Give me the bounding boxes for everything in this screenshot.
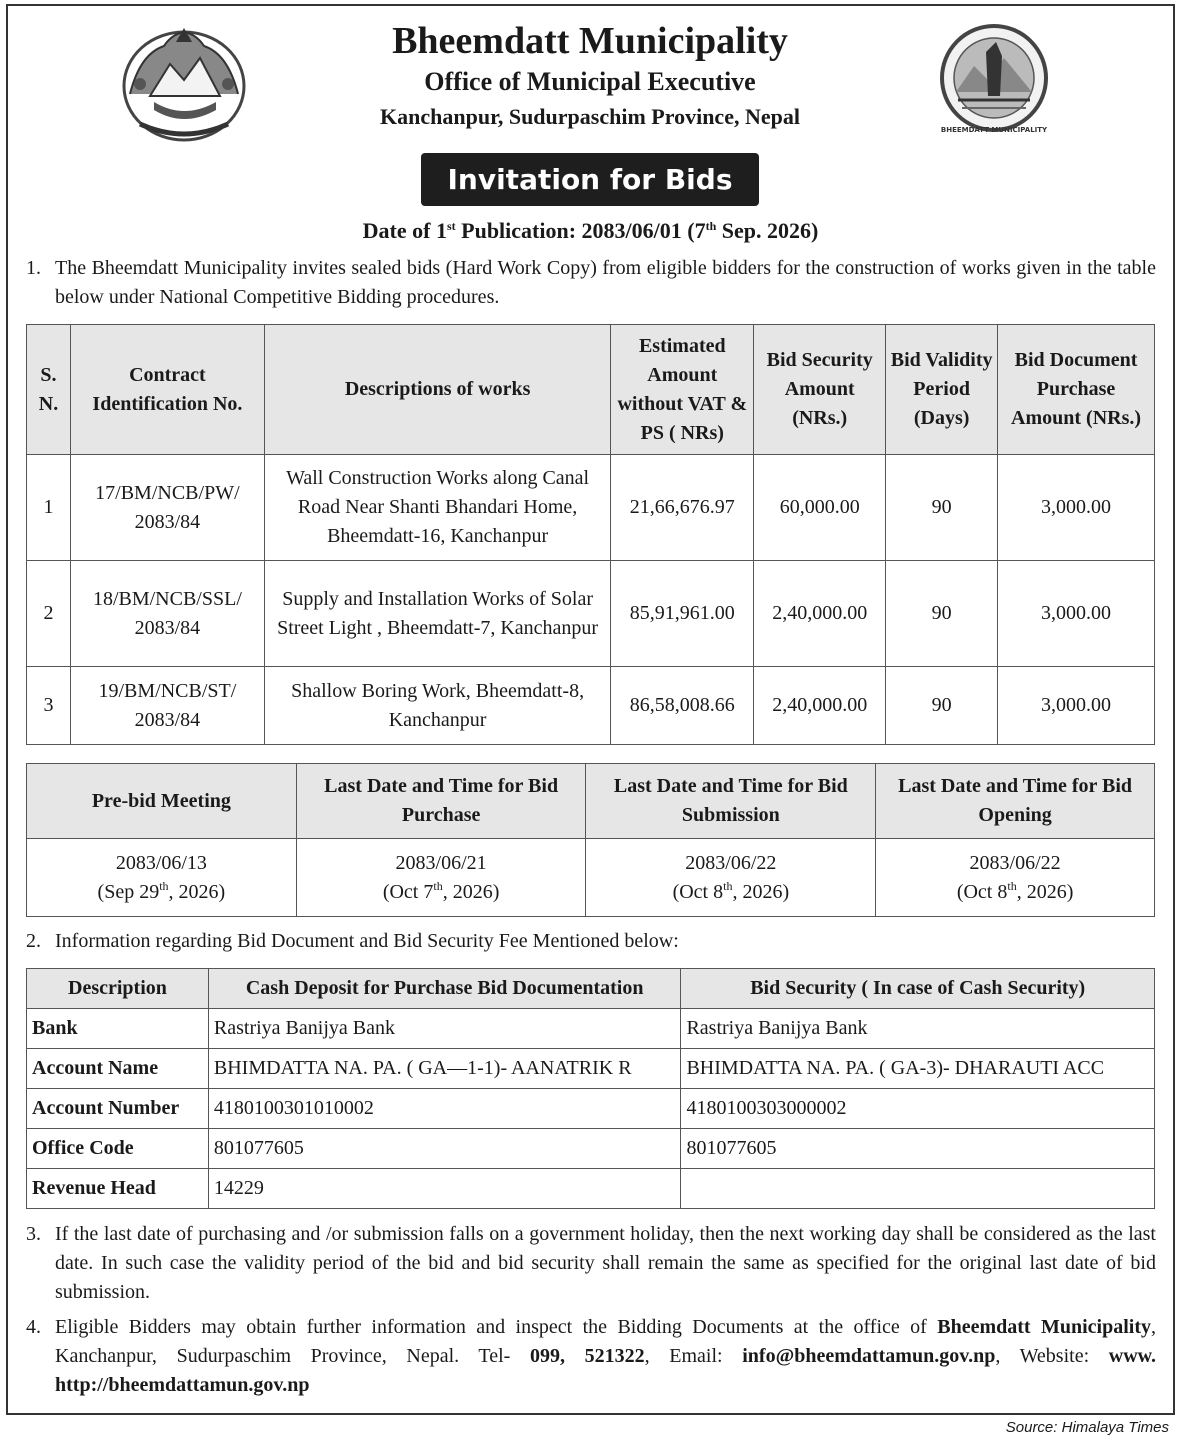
office-subtitle: Office of Municipal Executive — [424, 67, 756, 96]
opening-date: 2083/06/22 (Oct 8th, 2026) — [876, 839, 1155, 917]
purchase-date: 2083/06/21 (Oct 7th, 2026) — [296, 839, 586, 917]
header-bid-purchase: Last Date and Time for Bid Purchase — [296, 764, 586, 839]
dates-table — [26, 763, 1155, 917]
header-estimate: Estimated Amount without VAT & PS ( NRs) — [611, 325, 754, 455]
table-row: Office Code 801077605 801077605 — [27, 1129, 1155, 1169]
paragraph-4: 4. Eligible Bidders may obtain further information and inspect the Bidding Documents at the office of Bheemdatt Municipality, Kanchanpur, Sudurpaschim Province, Nepal. Tel- 099, 521322, Email: info@bheemdattamun.gov.np, Website: www. http://bheemdattamun.gov.np — [26, 1316, 1156, 1396]
source-credit: Source: Himalaya Times — [1005, 1419, 1169, 1436]
paragraph-3: 3. If the last date of purchasing and /or submission falls on a government holiday, then the next working day shall be considered as the last date. In such case the validity period of the bid and bid security shall remain the same as specified for the original last date of bid submission. — [26, 1223, 1156, 1303]
header-description: Descriptions of works — [264, 325, 610, 455]
header-bid-opening: Last Date and Time for Bid Opening — [876, 764, 1155, 839]
invitation-banner: Invitation for Bids — [421, 153, 759, 206]
table-row: Account Name BHIMDATTA NA. PA. ( GA—1-1)- AANATRIK R BHIMDATTA NA. PA. ( GA-3)- DHARAUTI ACC — [27, 1049, 1155, 1089]
svg-text:BHEEMDATT MUNICIPALITY: BHEEMDATT MUNICIPALITY — [940, 126, 1048, 134]
table-row: 1 17/BM/NCB/PW/ 2083/84 Wall Construction Works along Canal Road Near Shanti Bhandari Home, Bheemdatt-16, Kanchanpur 21,66,676.97 60,000.00 90 3,000.00 — [27, 455, 1155, 561]
header-description: Description — [27, 969, 209, 1009]
letterhead — [300, 18, 880, 134]
table-row: 2 18/BM/NCB/SSL/ 2083/84 Supply and Installation Works of Solar Street Light , Bheemdatt-7, Kanchanpur 85,91,961.00 2,40,000.00 90 3,000.00 — [27, 561, 1155, 667]
header-bid-security: Bid Security ( In case of Cash Security) — [681, 969, 1155, 1009]
works-table — [26, 324, 1155, 745]
header-validity: Bid Validity Period (Days) — [886, 325, 998, 455]
header-contract: Contract Identification No. — [70, 325, 264, 455]
submission-date: 2083/06/22 (Oct 8th, 2026) — [586, 839, 876, 917]
paragraph-2: 2. Information regarding Bid Document and Bid Security Fee Mentioned below: — [26, 930, 679, 952]
header-purchase: Bid Document Purchase Amount (NRs.) — [998, 325, 1155, 455]
header-prebid: Pre-bid Meeting — [27, 764, 297, 839]
nepal-emblem-icon — [120, 24, 248, 144]
paragraph-1: 1. The Bheemdatt Municipality invites sealed bids (Hard Work Copy) from eligible bidders for the construction of works given in the table below under National Competitive Bidding procedures. — [26, 257, 1156, 308]
table-row: 3 19/BM/NCB/ST/ 2083/84 Shallow Boring Work, Bheemdatt-8, Kanchanpur 86,58,008.66 2,40,000.00 90 3,000.00 — [27, 667, 1155, 745]
municipality-logo-icon — [938, 22, 1050, 140]
table-row: Bank Rastriya Banijya Bank Rastriya Banijya Bank — [27, 1009, 1155, 1049]
table-row: Account Number 4180100301010002 4180100303000002 — [27, 1089, 1155, 1129]
publication-date: Date of 1st Publication: 2083/06/01 (7th Sep. 2026) — [362, 218, 819, 243]
table-row: Revenue Head 14229 — [27, 1169, 1155, 1209]
header-cash-deposit: Cash Deposit for Purchase Bid Documentation — [208, 969, 681, 1009]
header-sn: S. N. — [27, 325, 71, 455]
header-bid-security: Bid Security Amount (NRs.) — [754, 325, 886, 455]
office-address: Kanchanpur, Sudurpaschim Province, Nepal — [380, 104, 800, 129]
prebid-date: 2083/06/13 (Sep 29th, 2026) — [27, 839, 297, 917]
municipality-title: Bheemdatt Municipality — [392, 20, 788, 62]
header-bid-submission: Last Date and Time for Bid Submission — [586, 764, 876, 839]
bank-table — [26, 968, 1155, 1209]
